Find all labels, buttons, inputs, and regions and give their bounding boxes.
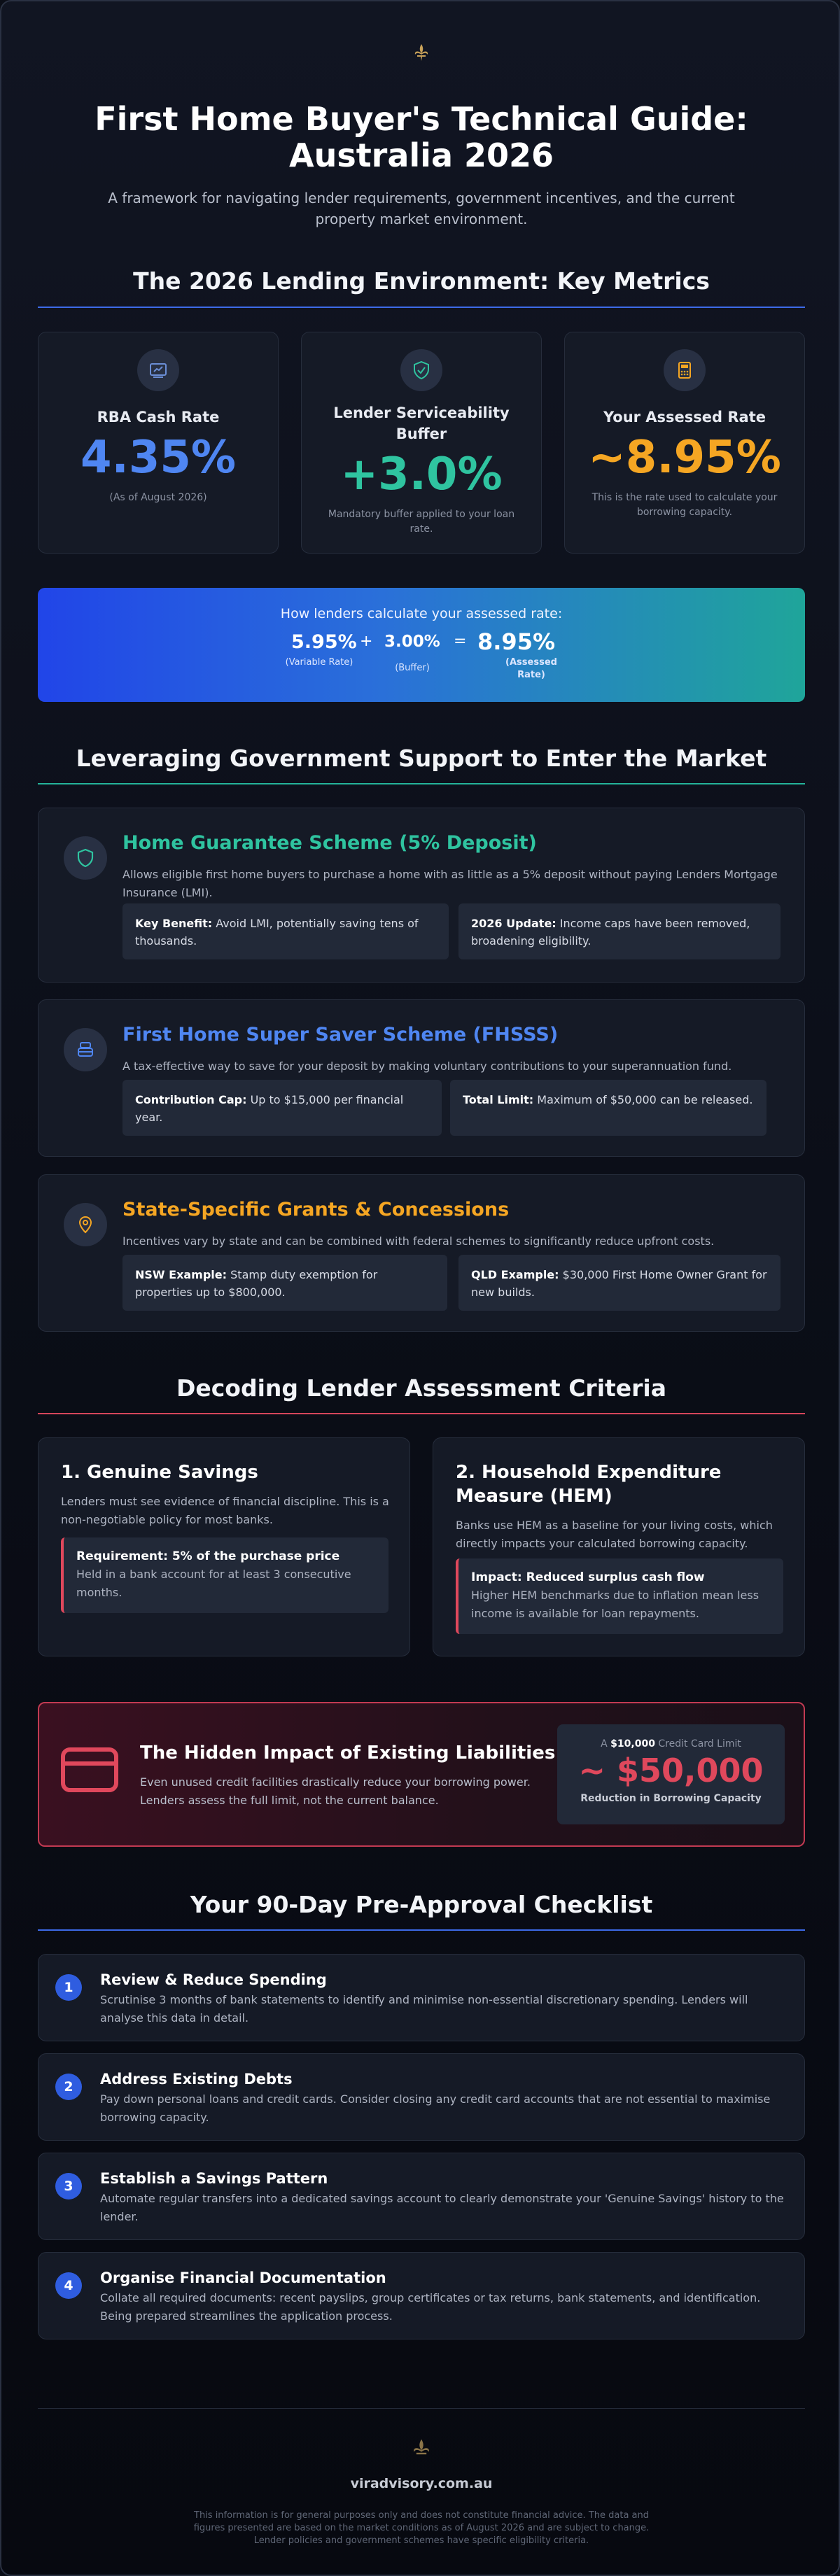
page-title: First Home Buyer's Technical Guide: Australia 2026 <box>94 100 748 174</box>
footer-divider <box>38 2408 805 2409</box>
step-number-badge: 1 <box>55 1974 82 2001</box>
impact-label: Reduction in Borrowing Capacity <box>580 1793 762 1804</box>
detail-label: Total Limit: <box>463 1093 534 1106</box>
shield-icon <box>64 836 107 880</box>
criteria-section-title: Decoding Lender Assessment Criteria <box>176 1374 667 1402</box>
scheme-description: A tax-effective way to save for your deposit by making voluntary contributions to your superannuation fund. <box>122 1060 732 1073</box>
government-section-title: Leveraging Government Support to Enter the Market <box>76 745 767 772</box>
footer-disclaimer: This information is for general purposes only and does not constitute financial advice. The data and figures presented are based on the market conditions as of August 2026 and are subject to change. Lender policies and government schemes have specific eligibility criteria. <box>193 2510 650 2546</box>
chart-icon <box>137 349 179 391</box>
metric-value: +3.0% <box>340 449 503 500</box>
checklist-step <box>38 2153 805 2240</box>
checklist-step <box>38 2252 805 2339</box>
footer-logo-icon <box>409 2437 434 2462</box>
scheme-title: First Home Super Saver Scheme (FHSSS) <box>122 1024 559 1046</box>
step-title: Review & Reduce Spending <box>100 1971 327 1988</box>
metric-card-serviceability-buffer <box>301 332 542 554</box>
detail-label: 2026 Update: <box>471 917 556 930</box>
scheme-title: Home Guarantee Scheme (5% Deposit) <box>122 832 537 854</box>
scheme-card-home-guarantee <box>38 808 805 983</box>
step-title: Address Existing Debts <box>100 2071 293 2088</box>
example-suffix: Credit Card Limit <box>658 1738 741 1750</box>
scheme-detail-box <box>458 903 780 959</box>
detail-text: Income caps have been removed, broadening eligibility. <box>471 917 750 948</box>
step-number-badge: 4 <box>55 2272 82 2299</box>
checklist-step <box>38 1954 805 2041</box>
criteria-title: 2. Household Expenditure Measure (HEM) <box>456 1462 722 1507</box>
liabilities-title: The Hidden Impact of Existing Liabilities <box>140 1743 556 1764</box>
criteria-description: Banks use HEM as a baseline for your living costs, which directly impacts your calculated borrowing capacity. <box>456 1519 773 1550</box>
page-subtitle: A framework for navigating lender requirements, government incentives, and the current property market environment. <box>108 190 735 227</box>
criteria-highlight <box>61 1537 388 1613</box>
detail-label: Contribution Cap: <box>135 1093 247 1106</box>
detail-text: Stamp duty exemption for properties up to $800,000. <box>135 1268 378 1299</box>
metric-label: Your Assessed Rate <box>603 409 766 425</box>
detail-label: Key Benefit: <box>135 917 213 930</box>
criteria-card-genuine-savings <box>38 1437 410 1656</box>
formula-variable-label: (Variable Rate) <box>285 657 354 668</box>
highlight-text: Higher HEM benchmarks due to inflation mean less income is available for loan repayments. <box>471 1589 760 1620</box>
step-title: Establish a Savings Pattern <box>100 2170 328 2187</box>
credit-card-icon <box>60 1747 119 1796</box>
liabilities-impact-box <box>557 1724 785 1824</box>
step-text: Automate regular transfers into a dedicated savings account to clearly demonstrate your 'Genuine Savings' history to the lender. <box>100 2192 784 2223</box>
formula-assessed-label: (Assessed Rate) <box>505 657 557 680</box>
brand-logo <box>400 42 442 77</box>
criteria-highlight <box>456 1558 783 1634</box>
checklist-section-title: Your 90-Day Pre-Approval Checklist <box>190 1891 653 1918</box>
piggy-bank-icon <box>64 1028 107 1071</box>
formula-title: How lenders calculate your assessed rate: <box>280 606 563 621</box>
step-number-badge: 3 <box>55 2173 82 2200</box>
scheme-detail-box <box>122 1080 442 1136</box>
highlight-title: Impact: Reduced surplus cash flow <box>471 1570 705 1584</box>
metric-note: This is the rate used to calculate your borrowing capacity. <box>592 492 778 518</box>
detail-text: Avoid LMI, potentially saving tens of thousands. <box>135 917 419 948</box>
metric-note: (As of August 2026) <box>109 492 207 503</box>
scheme-title: State-Specific Grants & Concessions <box>122 1199 510 1220</box>
step-text: Scrutinise 3 months of bank statements to identify and minimise non-essential discretionary spending. Lenders will analyse this data in detail. <box>100 1993 748 2025</box>
metric-label: RBA Cash Rate <box>97 409 220 425</box>
criteria-description: Lenders must see evidence of financial discipline. This is a non-negotiable policy for most banks. <box>61 1495 389 1526</box>
checklist-step <box>38 2053 805 2141</box>
highlight-title: Requirement: 5% of the purchase price <box>76 1549 340 1563</box>
scheme-card-state-grants <box>38 1174 805 1332</box>
impact-amount: ~ $50,000 <box>578 1752 764 1789</box>
formula-equals-sign: = <box>454 633 467 650</box>
detail-text: $30,000 First Home Owner Grant for new builds. <box>471 1268 767 1299</box>
scheme-detail-box <box>122 903 449 959</box>
assessed-rate-formula-banner <box>38 588 805 702</box>
metric-label: Lender Serviceability Buffer <box>333 404 510 442</box>
metrics-section-title: The 2026 Lending Environment: Key Metrics <box>133 267 710 295</box>
scheme-description: Incentives vary by state and can be combined with federal schemes to significantly reduce upfront costs. <box>122 1234 715 1248</box>
fleur-logo-icon <box>411 42 432 63</box>
government-section-divider <box>38 783 805 784</box>
scheme-detail-box <box>122 1255 447 1311</box>
detail-label: QLD Example: <box>471 1268 559 1281</box>
step-number-badge: 2 <box>55 2074 82 2100</box>
metric-note: Mandatory buffer applied to your loan rate. <box>328 509 515 535</box>
impact-example <box>557 1738 785 1750</box>
criteria-card-hem <box>433 1437 805 1656</box>
criteria-section-divider <box>38 1413 805 1414</box>
formula-buffer: 3.00% <box>384 633 440 651</box>
liabilities-description: Even unused credit facilities drastically reduce your borrowing power. Lenders assess the full limit, not the current balance. <box>140 1775 531 1807</box>
scheme-card-fhsss <box>38 999 805 1157</box>
metric-card-cash-rate <box>38 332 279 554</box>
detail-text: Maximum of $50,000 can be released. <box>537 1093 753 1106</box>
map-pin-icon <box>64 1203 107 1246</box>
step-title: Organise Financial Documentation <box>100 2269 386 2286</box>
example-amount: $10,000 <box>610 1738 655 1750</box>
scheme-detail-box <box>458 1255 780 1311</box>
metric-value: ~8.95% <box>588 432 781 484</box>
highlight-text: Held in a bank account for at least 3 consecutive months. <box>76 1568 351 1599</box>
formula-buffer-label: (Buffer) <box>395 663 430 673</box>
metric-card-assessed-rate <box>564 332 805 554</box>
shield-check-icon <box>400 349 442 391</box>
metrics-section-divider <box>38 307 805 308</box>
criteria-title: 1. Genuine Savings <box>61 1462 258 1483</box>
scheme-description: Allows eligible first home buyers to purchase a home with as little as a 5% deposit without paying Lenders Mortgage Insurance (LMI). <box>122 868 778 899</box>
step-text: Pay down personal loans and credit cards. Consider closing any credit card accounts that are not essential to maximise borrowing capacity. <box>100 2092 771 2124</box>
step-text: Collate all required documents: recent payslips, group certificates or tax returns, bank statements, and identification. Being prepared streamlines the application process. <box>100 2291 761 2323</box>
footer-website-link[interactable]: viradvisory.com.au <box>350 2476 493 2491</box>
checklist-section-divider <box>38 1929 805 1931</box>
formula-assessed-rate: 8.95% <box>477 628 556 655</box>
metric-value: 4.35% <box>80 432 237 484</box>
calculator-icon <box>664 349 706 391</box>
detail-text: Up to $15,000 per financial year. <box>135 1093 404 1124</box>
liabilities-callout <box>38 1702 805 1847</box>
detail-label: NSW Example: <box>135 1268 227 1281</box>
scheme-detail-box <box>450 1080 766 1136</box>
example-prefix: A <box>601 1738 608 1750</box>
formula-plus-sign: + <box>360 633 373 650</box>
formula-variable-rate: 5.95% <box>291 631 357 653</box>
